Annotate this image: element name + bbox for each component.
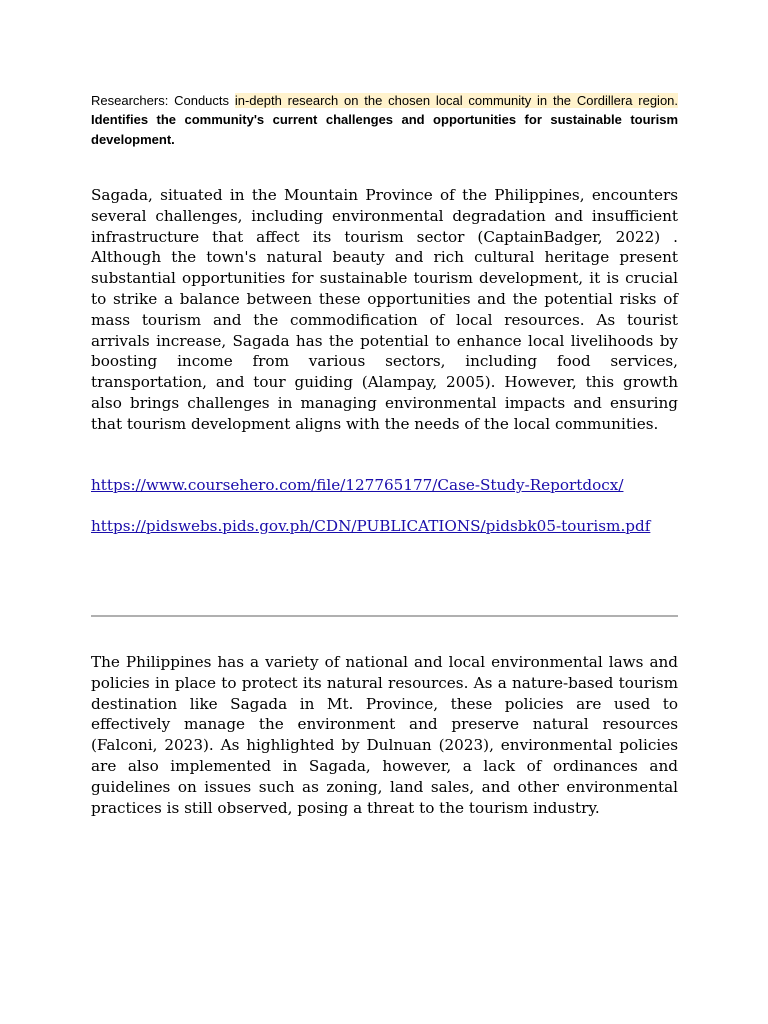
intro-bold-text: Identifies the community's current challenges and opportunities for sustainable tourism development. [91,112,678,147]
intro-lead-text: Researchers: Conducts [91,93,235,108]
sagada-challenges-paragraph: Sagada, situated in the Mountain Province of the Philippines, encounters several challenges, including environmental degradation and insufficient infrastructure that affect its tourism sector (CaptainBadger, 2022) . Although the town's natural beauty and rich cultural heritage present substantial opportunities for sustainable tourism development, it is crucial to strike a balance between these opportunities and the potential risks of mass tourism and the commodification of local resources. As tourist arrivals increase, Sagada has the potential to enhance local livelihoods by boosting income from various sectors, including food services, transportation, and tour guiding (Alampay, 2005). However, this growth also brings challenges in managing environmental impacts and ensuring that tourism development aligns with the needs of the local communities. [91,186,678,433]
environmental-policies-paragraph: The Philippines has a variety of national and local environmental laws and policies in place to protect its natural resources. As a nature-based tourism destination like Sagada in Mt. Province, these policies are used to effectively manage the environment and preserve natural resources (Falconi, 2023). As highlighted by Dulnuan (2023), environmental policies are also implemented in Sagada, however, a lack of ordinances and guidelines on issues such as zoning, land sales, and other environmental practices is still observed, posing a threat to the tourism industry. [91,653,678,817]
highlighted-text[interactable]: in-depth research on the chosen local community in the Cordillera region. [234,93,679,108]
pids-link[interactable]: https://pidswebs.pids.gov.ph/CDN/PUBLICATIONS/pidsbk05-tourism.pdf [91,517,651,535]
horizontal-divider [91,615,678,617]
coursehero-link[interactable]: https://www.coursehero.com/file/127765177/Case-Study-Reportdocx/ [91,476,624,494]
researchers-task-description [91,91,678,149]
